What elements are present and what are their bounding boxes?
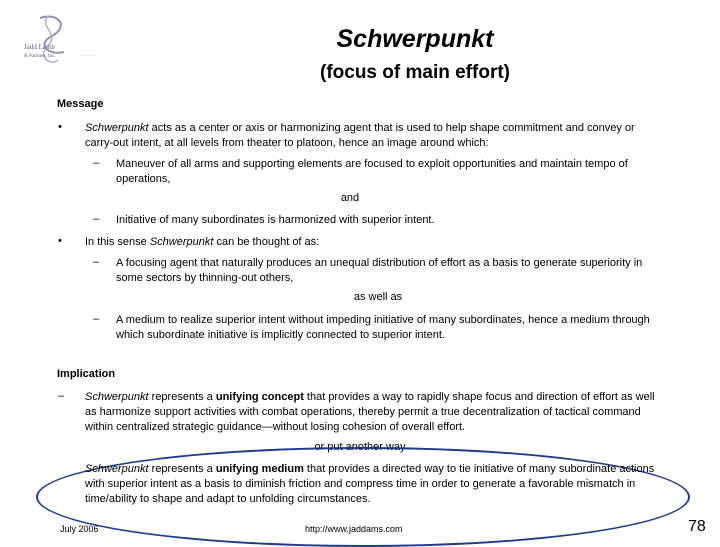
unifying-medium: unifying medium — [215, 463, 304, 475]
term-schwerpunkt: Schwerpunkt — [149, 236, 214, 248]
message-sub-4: A medium to realize superior intent without impeding initiative of many subordinates, hence a medium through which subordinate initiative is implicitly connected to superior intent. — [116, 314, 650, 341]
connector-as-well-as: as well as — [353, 291, 403, 303]
term-schwerpunkt: Schwerpunkt — [85, 463, 149, 475]
message-heading: Message — [57, 98, 104, 110]
company-logo — [18, 12, 128, 68]
message-bullet-1 — [85, 121, 655, 151]
logo-text-2: & Partners, Inc. — [24, 54, 56, 59]
dash-marker: – — [58, 390, 65, 402]
term-schwerpunkt: Schwerpunkt — [85, 391, 149, 403]
bullet-1-text: acts as a center or axis or harmonizing agent that is used to help shape commitment and convey or carry-out intent, at all levels from theater to platoon, hence an image around which: — [85, 122, 635, 149]
implication-1-rest: that provides a way to rapidly shape focus and direction of effort as well as harmonize support activities with combat operations, thereby permit a true decentralization of tactical command within centralized strategic guidance—without losing cohesion of overall effort. — [85, 391, 655, 433]
dash-marker: – — [93, 213, 100, 225]
bullet-marker: • — [58, 235, 62, 247]
message-sub-1: Maneuver of all arms and supporting elements are focused to exploit opportunities and maintain tempo of operations, — [116, 158, 628, 185]
connector-and: and — [340, 192, 360, 204]
bullet-2-pre: In this sense — [85, 236, 150, 248]
bullet-2-rest: can be thought of as: — [213, 236, 320, 248]
message-sub-3: A focusing agent that naturally produces an unequal distribution of effort as a basis to generate superiority in some sectors by thinning-out others, — [116, 257, 643, 284]
message-bullet-2 — [85, 235, 655, 250]
dash-marker: – — [93, 157, 100, 169]
connector-or-put-another-way: or put another way — [314, 441, 406, 453]
bullet-marker: • — [58, 121, 62, 133]
message-sub-2: Initiative of many subordinates is harmonized with superior intent. — [116, 214, 435, 226]
implication-item-1 — [85, 390, 665, 435]
implication-1-mid: represents a — [148, 391, 216, 403]
implication-2-mid: represents a — [148, 463, 216, 475]
logo-tagline: ............... — [80, 52, 97, 57]
unifying-concept: unifying concept — [215, 391, 304, 403]
implication-item-2 — [85, 462, 665, 507]
implication-heading: Implication — [57, 368, 116, 380]
logo-text-1: Jadd Lamb — [24, 43, 55, 51]
footer-date: July 2006 — [60, 524, 99, 534]
footer-url[interactable]: http://www.jaddams.com — [305, 524, 403, 534]
dash-marker: – — [93, 256, 100, 268]
term-schwerpunkt: Schwerpunkt — [85, 122, 149, 134]
page-subtitle: (focus of main effort) — [320, 62, 510, 83]
page-title: Schwerpunkt — [336, 25, 494, 53]
dash-marker: – — [93, 313, 100, 325]
implication-2-rest: that provides a directed way to tie initiative of many subordinate actions with superior intent as a basis to diminish friction and compress time in order to generate a favorable mismatch in time/ability to shape and adapt to unfolding circumstances. — [85, 463, 655, 505]
page-number: 78 — [688, 518, 706, 535]
